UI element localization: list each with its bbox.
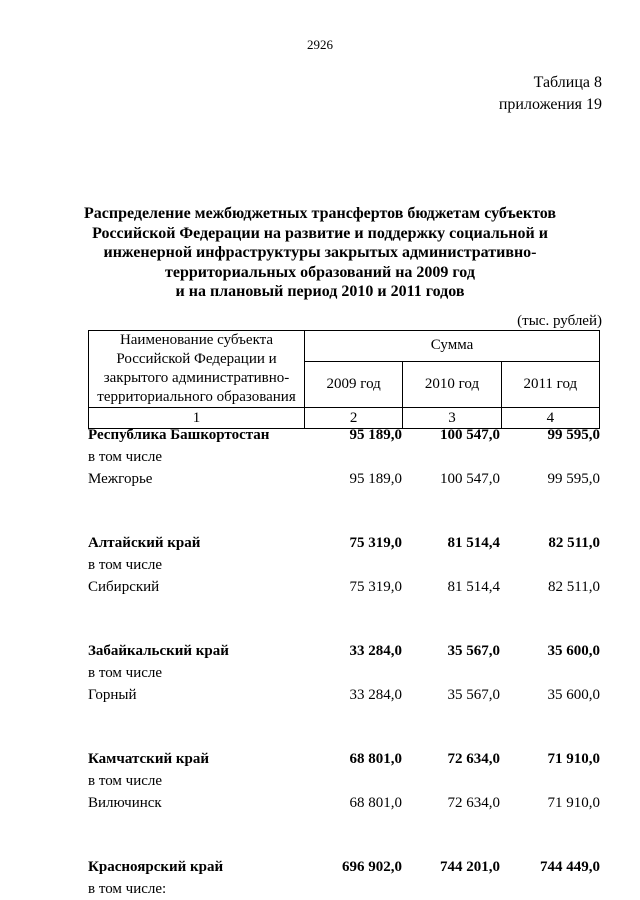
value-2010: 744 201,0	[440, 859, 500, 875]
zato-row	[88, 468, 600, 490]
subheading-row	[88, 878, 600, 900]
value-2010: 100 547,0	[440, 427, 500, 443]
column-header-year: 2009 год	[305, 361, 403, 407]
column-number: 2	[305, 408, 403, 429]
value-2011: 82 511,0	[548, 535, 600, 551]
appendix-number: приложения 19	[498, 96, 602, 113]
subheading: в том числе	[88, 449, 163, 465]
table-body	[88, 424, 600, 900]
value-2011: 71 910,0	[547, 795, 600, 811]
table-reference	[499, 72, 602, 116]
value-2009: 68 801,0	[349, 795, 402, 811]
region-row	[88, 856, 600, 878]
value-2010: 81 514,4	[447, 579, 500, 595]
value-2010: 72 634,0	[447, 751, 500, 767]
document-title	[70, 204, 570, 302]
value-2010: 72 634,0	[447, 795, 500, 811]
region-name: Забайкальский край	[88, 643, 229, 659]
subheading: в том числе:	[88, 881, 167, 897]
column-header-sum: Сумма	[305, 331, 600, 362]
region-row	[88, 640, 600, 662]
zato-row	[88, 684, 600, 706]
value-2009: 68 801,0	[349, 751, 402, 767]
value-2011: 99 595,0	[547, 427, 600, 443]
value-2009: 696 902,0	[342, 859, 402, 875]
zato-name: Межгорье	[88, 471, 153, 487]
subheading-row	[88, 554, 600, 576]
subheading-row	[88, 446, 600, 468]
subheading: в том числе	[88, 557, 163, 573]
region-row	[88, 532, 600, 554]
subheading: в том числе	[88, 773, 163, 789]
column-number: 4	[501, 408, 599, 429]
column-number: 1	[89, 408, 305, 429]
region-row	[88, 748, 600, 770]
title-line: территориальных образований на 2009 год	[165, 263, 475, 281]
units-label: (тыс. рублей)	[517, 313, 602, 329]
title-line: и на плановый период 2010 и 2011 годов	[175, 283, 465, 300]
value-2009: 33 284,0	[349, 687, 402, 703]
value-2011: 71 910,0	[547, 751, 600, 767]
value-2009: 75 319,0	[349, 579, 402, 595]
value-2011: 82 511,0	[548, 579, 600, 595]
region-name: Алтайский край	[88, 535, 201, 551]
value-2011: 35 600,0	[547, 687, 600, 703]
zato-name: Вилючинск	[88, 795, 162, 811]
page-number: 2926	[307, 37, 333, 52]
value-2009: 95 189,0	[349, 471, 402, 487]
value-2011: 99 595,0	[547, 471, 600, 487]
title-line: Распределение межбюджетных трансфертов бюджетам субъектов	[83, 205, 557, 222]
subheading: в том числе	[88, 665, 163, 681]
column-number: 3	[403, 408, 501, 429]
value-2010: 35 567,0	[447, 687, 500, 703]
value-2010: 81 514,4	[447, 535, 500, 551]
value-2009: 95 189,0	[349, 427, 402, 443]
value-2010: 100 547,0	[440, 471, 500, 487]
column-header-year: 2010 год	[403, 361, 501, 407]
subheading-row	[88, 770, 600, 792]
region-row	[88, 424, 600, 446]
column-header-name: Наименование субъекта Российской Федерации и закрытого административно- территориального образования	[89, 331, 305, 408]
value-2009: 33 284,0	[349, 643, 402, 659]
table-number: Таблица 8	[533, 74, 602, 91]
region-name: Камчатский край	[88, 751, 209, 767]
zato-row	[88, 576, 600, 598]
title-line: инженерной инфраструктуры закрытых административно-	[103, 244, 537, 261]
subheading-row	[88, 662, 600, 684]
column-header-year: 2011 год	[501, 361, 599, 407]
table-header	[88, 330, 600, 429]
region-name: Красноярский край	[88, 859, 224, 875]
value-2009: 75 319,0	[349, 535, 402, 551]
region-name: Республика Башкортостан	[88, 427, 270, 443]
value-2011: 744 449,0	[540, 859, 600, 875]
zato-name: Горный	[88, 687, 137, 703]
title-line: Российской Федерации на развитие и поддержку социальной и	[92, 224, 548, 242]
value-2011: 35 600,0	[547, 643, 600, 659]
zato-row	[88, 792, 600, 814]
value-2010: 35 567,0	[447, 643, 500, 659]
zato-name: Сибирский	[88, 579, 160, 595]
